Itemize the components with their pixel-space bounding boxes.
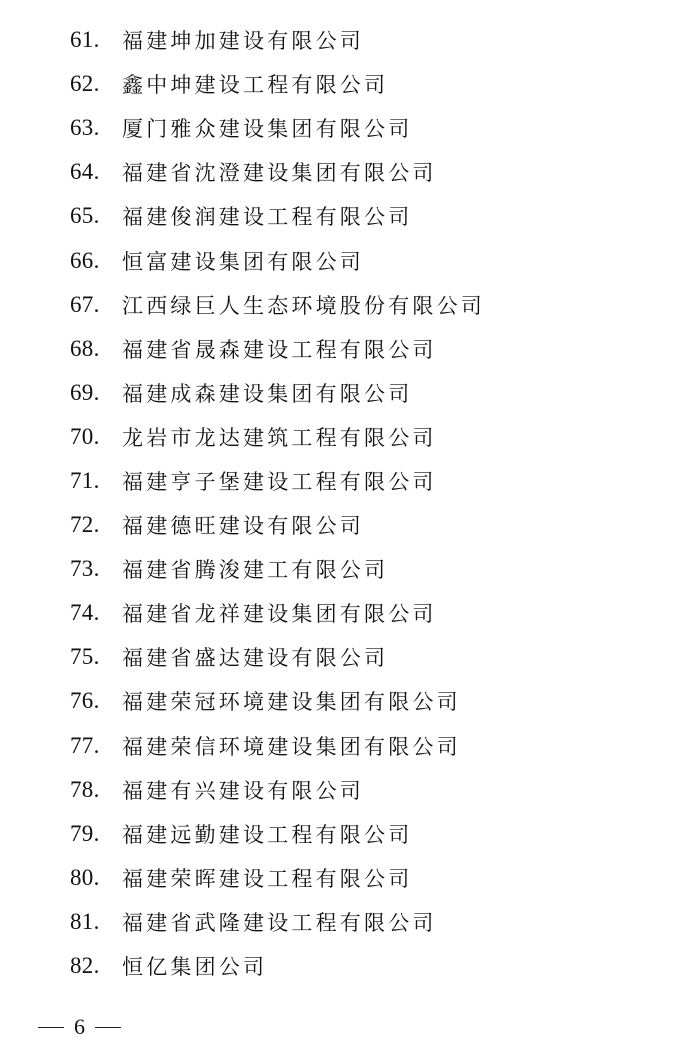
item-number: 79. xyxy=(70,820,100,846)
company-name: 恒亿集团公司 xyxy=(122,955,268,980)
company-name: 福建亨子堡建设工程有限公司 xyxy=(122,469,437,494)
item-number: 80. xyxy=(70,864,100,890)
list-item xyxy=(70,150,670,194)
item-number: 69. xyxy=(70,379,100,405)
item-number: 81. xyxy=(70,908,100,934)
list-item xyxy=(70,283,670,327)
list-item xyxy=(70,327,670,371)
list-item xyxy=(70,900,670,944)
list-item xyxy=(70,106,670,150)
list-item xyxy=(70,547,670,591)
item-number: 71. xyxy=(70,467,100,493)
item-number: 62. xyxy=(70,71,100,97)
item-number: 76. xyxy=(70,688,100,714)
item-number: 74. xyxy=(70,600,100,626)
company-name: 福建远勤建设工程有限公司 xyxy=(122,822,413,847)
company-name: 福建成森建设集团有限公司 xyxy=(122,381,413,406)
item-number: 73. xyxy=(70,556,100,582)
item-number: 82. xyxy=(70,953,100,979)
item-number: 72. xyxy=(70,512,100,538)
item-number: 65. xyxy=(70,203,100,229)
company-name: 福建坤加建设有限公司 xyxy=(122,29,364,54)
company-name: 福建省腾浚建工有限公司 xyxy=(122,558,389,583)
company-name: 福建荣冠环境建设集团有限公司 xyxy=(122,690,461,715)
company-name: 鑫中坤建设工程有限公司 xyxy=(122,73,389,98)
company-name: 福建俊润建设工程有限公司 xyxy=(122,205,413,230)
item-number: 67. xyxy=(70,291,100,317)
list-item xyxy=(70,371,670,415)
list-item xyxy=(70,635,670,679)
list-item xyxy=(70,238,670,282)
company-name: 福建省武隆建设工程有限公司 xyxy=(122,910,437,935)
list-item xyxy=(70,944,670,988)
list-item xyxy=(70,591,670,635)
list-item xyxy=(70,18,670,62)
company-name: 福建省沈澄建设集团有限公司 xyxy=(122,161,437,186)
item-number: 75. xyxy=(70,644,100,670)
company-name: 福建省龙祥建设集团有限公司 xyxy=(122,602,437,627)
company-name: 福建德旺建设有限公司 xyxy=(122,514,364,539)
company-name: 龙岩市龙达建筑工程有限公司 xyxy=(122,425,437,450)
company-name: 福建荣晖建设工程有限公司 xyxy=(122,866,413,891)
company-name: 福建省盛达建设有限公司 xyxy=(122,646,389,671)
company-name: 福建有兴建设有限公司 xyxy=(122,778,364,803)
list-item xyxy=(70,724,670,768)
item-number: 78. xyxy=(70,776,100,802)
list-item xyxy=(70,459,670,503)
item-number: 77. xyxy=(70,732,100,758)
list-item xyxy=(70,812,670,856)
page-footer xyxy=(38,1012,121,1042)
list-item xyxy=(70,62,670,106)
item-number: 70. xyxy=(70,423,100,449)
company-name: 厦门雅众建设集团有限公司 xyxy=(122,117,413,142)
item-number: 66. xyxy=(70,247,100,273)
item-number: 68. xyxy=(70,335,100,361)
item-number: 64. xyxy=(70,159,100,185)
company-name: 福建荣信环境建设集团有限公司 xyxy=(122,734,461,759)
item-number: 63. xyxy=(70,115,100,141)
company-name: 恒富建设集团有限公司 xyxy=(122,249,364,274)
list-item xyxy=(70,415,670,459)
page-number: 6 xyxy=(74,1014,85,1039)
list-item xyxy=(70,679,670,723)
footer-dash-right xyxy=(95,1027,121,1028)
footer-dash-left xyxy=(38,1027,64,1028)
company-name: 福建省晟森建设工程有限公司 xyxy=(122,337,437,362)
list-item xyxy=(70,503,670,547)
list-item xyxy=(70,194,670,238)
company-name: 江西绿巨人生态环境股份有限公司 xyxy=(122,293,485,318)
list-item xyxy=(70,856,670,900)
item-number: 61. xyxy=(70,27,100,53)
list-item xyxy=(70,768,670,812)
company-list xyxy=(70,18,670,988)
